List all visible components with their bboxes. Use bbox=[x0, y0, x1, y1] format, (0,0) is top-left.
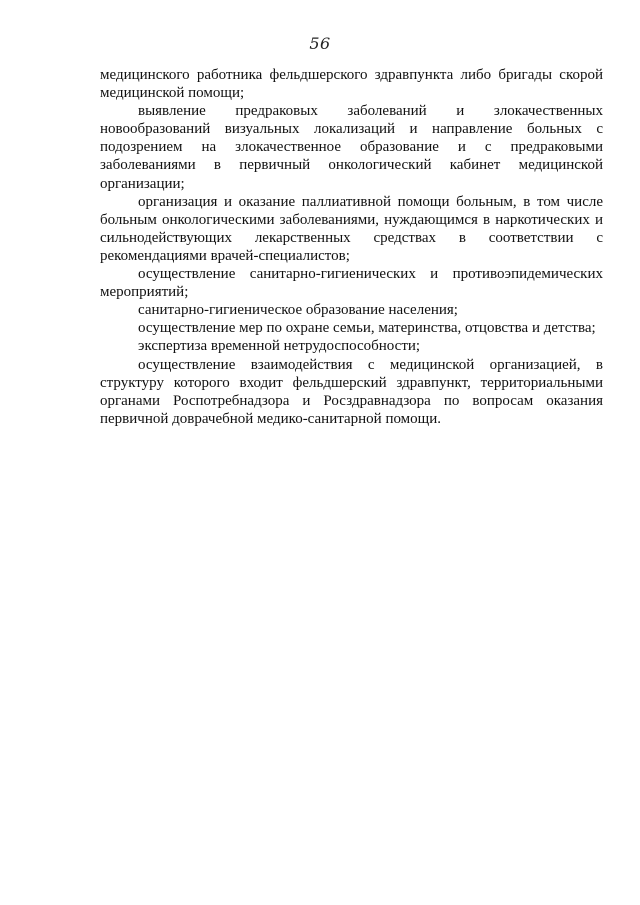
paragraph-interaction: осуществление взаимодействия с медицинской организацией, в структуру которого входит фельдшерский здравпункт, территориальными органами Роспотребнадзора и Росздравнадзора по вопросам оказания первичной доврачебной медико-санитарной помощи. bbox=[100, 356, 603, 427]
paragraph-continuation: медицинского работника фельдшерского здравпункта либо бригады скорой медицинской помощи; bbox=[100, 67, 603, 102]
paragraph-sanitary-education: санитарно-гигиеническое образование населения; bbox=[138, 302, 458, 319]
paragraph-sanitary-measures: осуществление санитарно-гигиенических и противоэпидемических мероприятий; bbox=[100, 266, 603, 301]
paragraph-family-protection: осуществление мер по охране семьи, материнства, отцовства и детства; bbox=[138, 320, 596, 337]
paragraph-palliative-care: организация и оказание паллиативной помощи больным, в том числе больным онкологическими заболеваниями, нуждающимся в наркотических и сильнодействующих лекарственных средствах в соответствии с рекомендациями врачей-специалистов; bbox=[100, 193, 603, 264]
page-number: 56 bbox=[309, 34, 331, 53]
paragraph-disability-expertise: экспертиза временной нетрудоспособности; bbox=[138, 338, 421, 355]
paragraph-precancer-detection: выявление предраковых заболеваний и злокачественных новообразований визуальных локализаций и направление больных с подозрением на злокачественное образование и с предраковыми заболеваниями в первичный онкологический кабинет медицинской организации; bbox=[100, 103, 603, 192]
document-body bbox=[100, 66, 603, 428]
